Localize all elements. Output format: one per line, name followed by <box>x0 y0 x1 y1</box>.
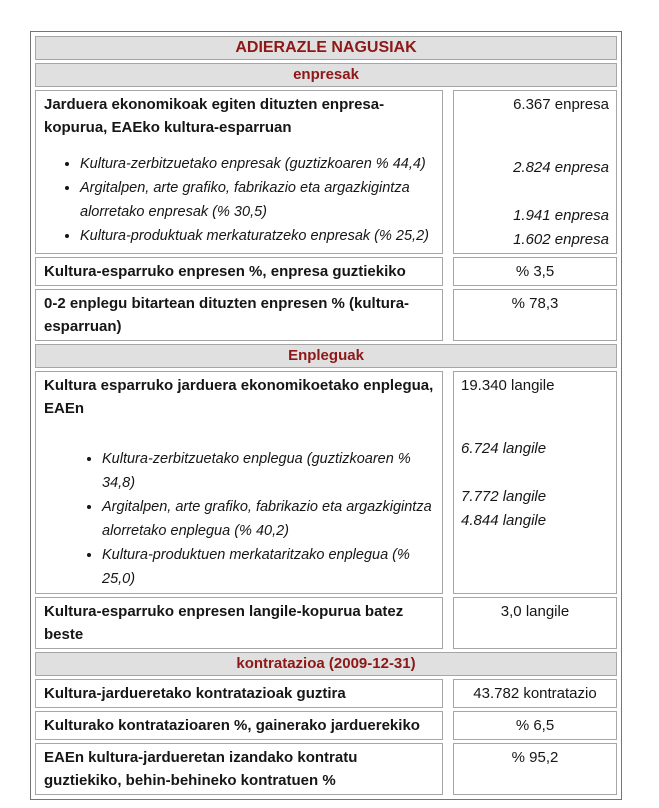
row-label-text: 0-2 enplegu bitartean dituzten enpresen % (kultura-esparruan) <box>44 295 410 335</box>
value-detail: 1.941 enpresa <box>513 207 609 224</box>
row-label-cell <box>35 597 443 649</box>
row-label-cell <box>35 711 443 740</box>
table-row <box>35 257 617 286</box>
row-label-cell <box>35 257 443 286</box>
row-value: 3,0 langile <box>500 603 570 620</box>
row-label-text: Kultura-esparruko enpresen %, enpresa guztiekiko <box>44 263 406 280</box>
bullet-list <box>44 152 434 248</box>
row-label-cell <box>35 679 443 708</box>
bullet-list <box>44 447 434 591</box>
row-label-text: Kulturako kontratazioaren %, gainerako jarduerekiko <box>44 717 420 734</box>
row-value: % 6,5 <box>515 717 555 734</box>
table-row <box>35 743 617 795</box>
section-heading-kontratazioa <box>35 652 617 676</box>
row-label-cell <box>35 371 443 594</box>
bullet-item: • Kultura-produktuen merkataritzako enplegua (% 25,0) <box>102 543 434 591</box>
section-heading-enpresak <box>35 63 617 87</box>
table-row <box>35 90 617 254</box>
table-row <box>35 289 617 341</box>
value-detail: 1.602 enpresa <box>513 231 609 248</box>
row-value: % 95,2 <box>511 749 559 766</box>
row-label-text: Kultura-jardueretako kontratazioak guztira <box>44 685 346 702</box>
table-row <box>35 371 617 594</box>
row-value-cell <box>453 257 617 286</box>
row-value-cell <box>453 679 617 708</box>
section-heading-enpleguak <box>35 344 617 368</box>
row-value-cell <box>453 711 617 740</box>
value-detail: 6.724 langile <box>461 440 547 457</box>
row-value-cell <box>453 90 617 254</box>
row-label-text: EAEn kultura-jardueretan izandako kontratu guztiekiko, behin-behineko kontratuen % <box>44 749 358 789</box>
row-label-cell <box>35 743 443 795</box>
row-label-text: Kultura-esparruko enpresen langile-kopurua batez beste <box>44 603 404 643</box>
row-label-text: Jarduera ekonomikoak egiten dituzten enpresa-kopurua, EAEko kultura-esparruan <box>44 96 385 136</box>
bullet-item: • Kultura-zerbitzuetako enpresak (guztizkoaren % 44,4) <box>80 152 434 176</box>
row-value: 43.782 kontratazio <box>473 685 597 702</box>
table-title-band <box>35 36 617 60</box>
bullet-item: • Argitalpen, arte grafiko, fabrikazio eta argazkigintza alorretako enpresak (% 30,5) <box>80 176 434 224</box>
table-title: ADIERAZLE NAGUSIAK <box>235 39 417 56</box>
section-heading-label: kontratazioa (2009-12-31) <box>236 655 416 672</box>
value-total: 19.340 langile <box>461 377 555 394</box>
row-label-cell <box>35 90 443 254</box>
row-value: % 3,5 <box>515 263 555 280</box>
bullet-item: • Argitalpen, arte grafiko, fabrikazio eta argazkigintza alorretako enplegua (% 40,2) <box>102 495 434 543</box>
row-label-text: Kultura esparruko jarduera ekonomikoetako enplegua, EAEn <box>44 377 434 417</box>
row-value-cell <box>453 597 617 649</box>
value-detail: 4.844 langile <box>461 512 547 529</box>
table-row <box>35 679 617 708</box>
value-detail: 2.824 enpresa <box>513 159 609 176</box>
table-row <box>35 711 617 740</box>
section-heading-label: enpresak <box>293 66 359 83</box>
bullet-item: • Kultura-produktuak merkaturatzeko enpresak (% 25,2) <box>80 224 434 248</box>
section-heading-label: Enpleguak <box>288 347 364 364</box>
row-value-cell <box>453 743 617 795</box>
bullet-item: • Kultura-zerbitzuetako enplegua (guztizkoaren % 34,8) <box>102 447 434 495</box>
value-total: 6.367 enpresa <box>513 96 609 113</box>
row-value-cell <box>453 371 617 594</box>
table-row <box>35 597 617 649</box>
row-value-cell <box>453 289 617 341</box>
row-value: % 78,3 <box>511 295 559 312</box>
value-detail: 7.772 langile <box>461 488 547 505</box>
row-label-cell <box>35 289 443 341</box>
indicators-table <box>30 31 622 800</box>
